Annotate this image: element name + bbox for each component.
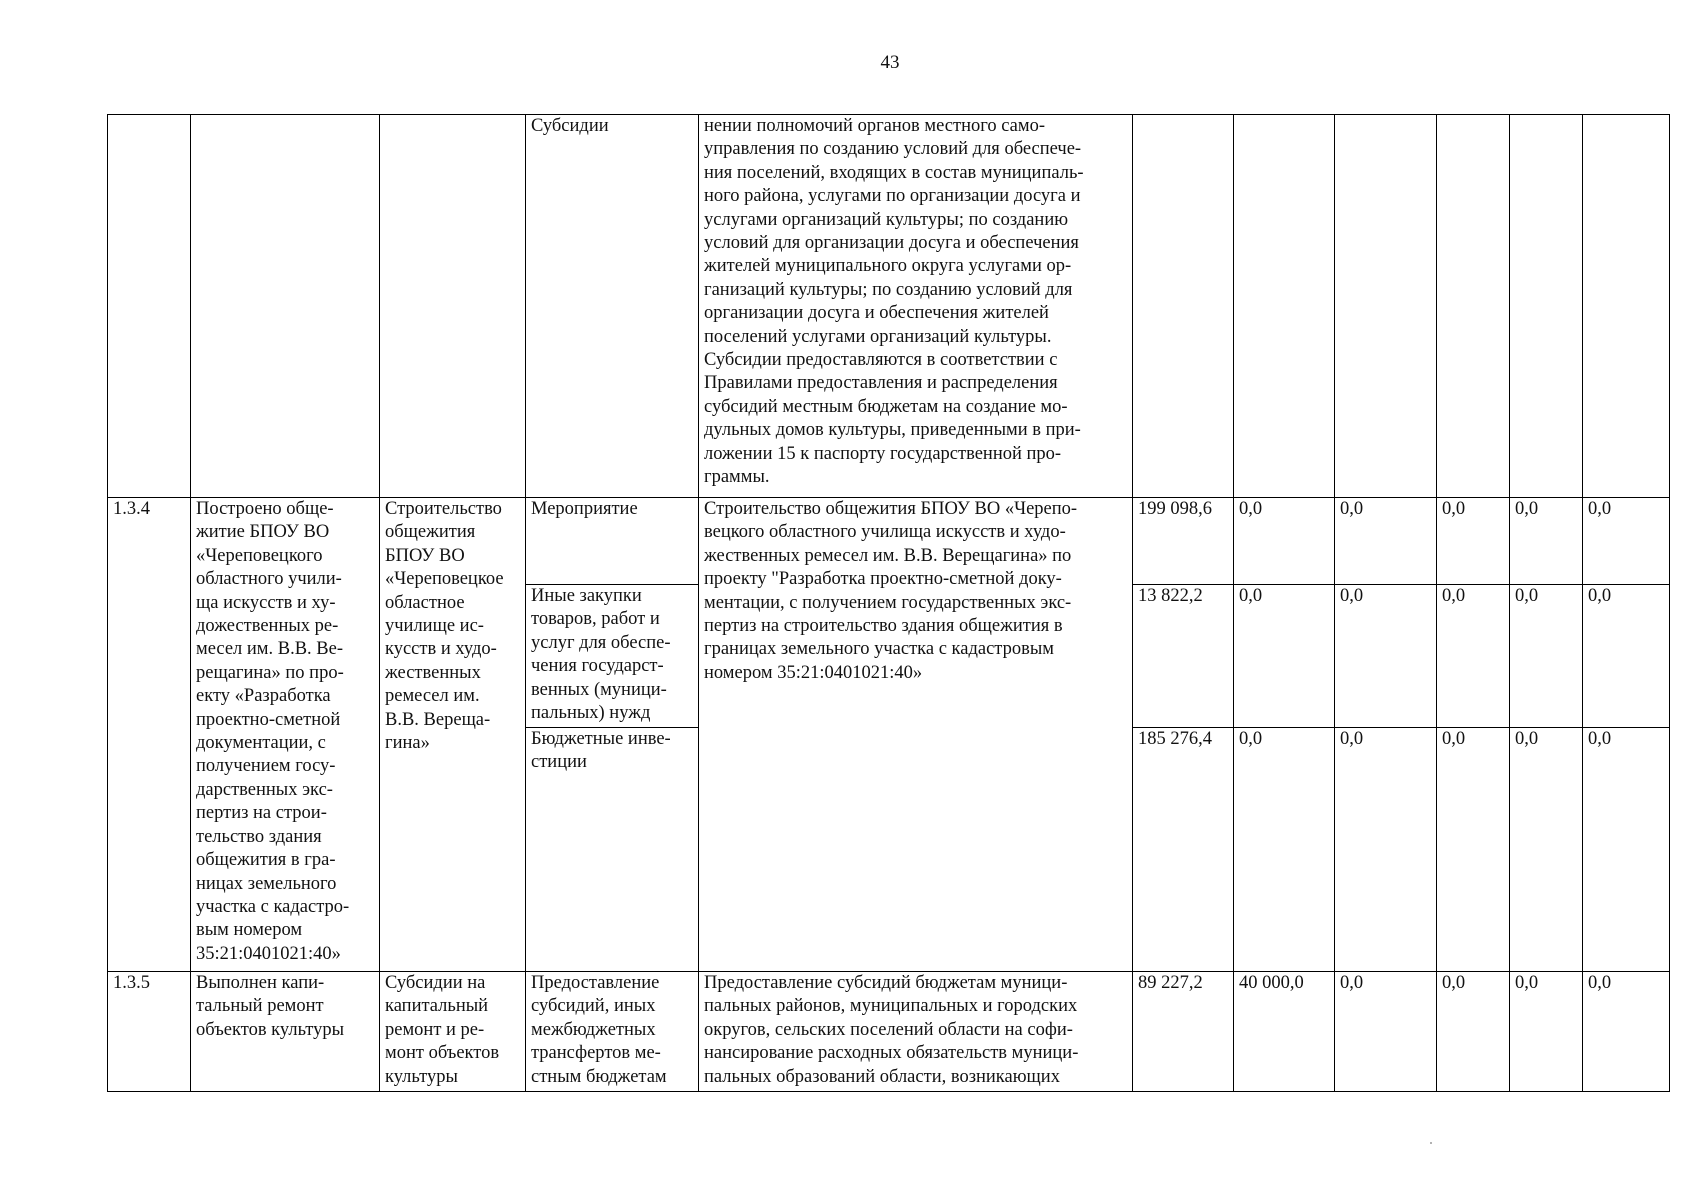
cell-value: 0,0 (1234, 728, 1335, 972)
cell-value: 13 822,2 (1133, 585, 1234, 728)
cell-value: 0,0 (1335, 585, 1437, 728)
cell-value: 0,0 (1437, 728, 1510, 972)
cell-value: 0,0 (1335, 972, 1437, 1092)
cell-value: 0,0 (1583, 585, 1670, 728)
cell-result: Выполнен капи- тальный ремонт объектов культуры (191, 972, 380, 1092)
cell-value: 0,0 (1583, 498, 1670, 585)
program-table (107, 114, 1670, 1092)
cell-code (108, 115, 191, 498)
cell-code: 1.3.5 (108, 972, 191, 1092)
cell-value: 40 000,0 (1234, 972, 1335, 1092)
cell-value (1510, 115, 1583, 498)
cell-value: 89 227,2 (1133, 972, 1234, 1092)
cell-name: Строительство общежития БПОУ ВО «Череповецкое областное училище ис- кусств и худо- жественных ремесел им. В.В. Вереща- гина» (380, 498, 526, 972)
cell-value: 0,0 (1437, 585, 1510, 728)
table-row-continuation (108, 115, 1670, 498)
cell-description: нении полномочий органов местного само- управления по созданию условий для обеспече- ния поселений, входящих в состав муниципаль- ного района, услугами по организации досуга и услугами организаций культуры; по созданию условий для организации досуга и обеспечения жителей муниципального округа услугами ор- ганизаций культуры; по созданию условий для организации досуга и обеспечения жителей поселений услугами организаций культуры. Субсидии предоставляются в соответствии с Правилами предоставления и распределения субсидий местным бюджетам на создание мо- дульных домов культуры, приведенными в при- ложении 15 к паспорту государственной про- граммы. (699, 115, 1133, 498)
cell-value: 199 098,6 (1133, 498, 1234, 585)
cell-value: 185 276,4 (1133, 728, 1234, 972)
cell-description: Предоставление субсидий бюджетам муници- пальных районов, муниципальных и городских округов, сельских поселений области на софи- нансирование расходных обязательств муници- пальных образований области, возникающих (699, 972, 1133, 1092)
scan-artifact (1430, 1142, 1432, 1144)
cell-code: 1.3.4 (108, 498, 191, 972)
cell-value: 0,0 (1437, 498, 1510, 585)
cell-type: Субсидии (526, 115, 699, 498)
cell-value (1335, 115, 1437, 498)
cell-type: Иные закупки товаров, работ и услуг для обеспе- чения государст- венных (муници- пальных) нужд (526, 585, 699, 728)
cell-value (1437, 115, 1510, 498)
cell-value: 0,0 (1234, 498, 1335, 585)
cell-type: Мероприятие (526, 498, 699, 585)
cell-value: 0,0 (1510, 498, 1583, 585)
cell-description: Строительство общежития БПОУ ВО «Черепо- вецкого областного училища искусств и худо- жественных ремесел им. В.В. Верещагина» по проекту "Разработка проектно-сметной доку- ментации, с получением государственных экс- пертиз на строительство здания общежития в границах земельного участка с кадастровым номером 35:21:0401021:40» (699, 498, 1133, 972)
cell-value (1133, 115, 1234, 498)
cell-value: 0,0 (1234, 585, 1335, 728)
page-number: 43 (880, 52, 900, 73)
cell-value: 0,0 (1510, 972, 1583, 1092)
cell-result: Построено обще- житие БПОУ ВО «Череповецкого областного учили- ща искусств и ху- дожественных ре- месел им. В.В. Ве- рещагина» по про- екту «Разработка проектно-сметной документации, с получением госу- дарственных экс- пертиз на строи- тельство здания общежития в гра- ницах земельного участка с кадастро- вым номером 35:21:0401021:40» (191, 498, 380, 972)
cell-value: 0,0 (1437, 972, 1510, 1092)
cell-value: 0,0 (1583, 728, 1670, 972)
cell-name (380, 115, 526, 498)
table-row-1-3-4 (108, 498, 1670, 585)
cell-value: 0,0 (1335, 498, 1437, 585)
cell-value (1234, 115, 1335, 498)
cell-value (1583, 115, 1670, 498)
cell-value: 0,0 (1510, 585, 1583, 728)
table-row-1-3-5 (108, 972, 1670, 1092)
cell-value: 0,0 (1583, 972, 1670, 1092)
cell-type: Предоставление субсидий, иных межбюджетных трансфертов ме- стным бюджетам (526, 972, 699, 1092)
cell-type: Бюджетные инве- стиции (526, 728, 699, 972)
cell-value: 0,0 (1510, 728, 1583, 972)
cell-value: 0,0 (1335, 728, 1437, 972)
cell-name: Субсидии на капитальный ремонт и ре- монт объектов культуры (380, 972, 526, 1092)
cell-result (191, 115, 380, 498)
